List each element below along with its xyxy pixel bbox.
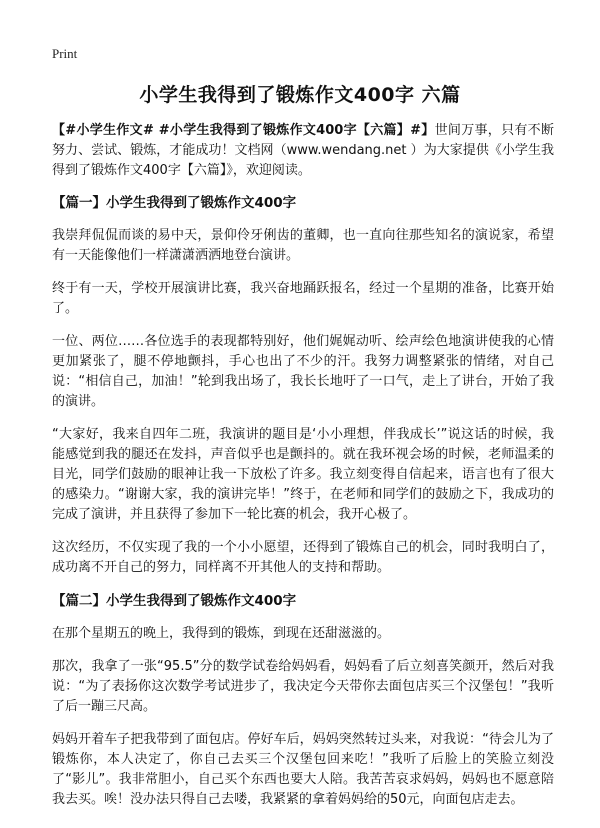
- page-title: 小学生我得到了锻炼作文400字 六篇: [139, 84, 461, 106]
- paragraph: 妈妈开着车子把我带到了面包店。停好车后，妈妈突然转过头来，对我说：“待会儿为了锻炼你，本人决定了，你自己去买三个汉堡包回来吃！”我听了后脸上的笑脸立刻没了“影儿”。我非常胆小，自己买个东西也要大人陪。我苦苦哀求妈妈，妈妈也不愿意陪我去买。唉！没办法只得自己去喽，我紧紧的拿着妈妈给的50元，向面包店走去。: [52, 732, 554, 807]
- intro-tags: 【#小学生作文# #小学生我得到了锻炼作文400字【六篇】#】: [52, 123, 435, 138]
- print-label: Print: [52, 46, 78, 61]
- paragraph: 在那个星期五的晚上，我得到的锻炼，到现在还甜滋滋的。: [52, 626, 391, 641]
- section-heading: 【篇一】小学生我得到了锻炼作文400字: [52, 195, 297, 211]
- intro-paragraph: [52, 121, 554, 181]
- paragraph: 终于有一天，学校开展演讲比赛，我兴奋地踊跃报名，经过一个星期的准备，比赛开始了。: [52, 281, 554, 316]
- paragraph: 我崇拜侃侃而谈的易中天，景仰伶牙俐齿的董卿，也一直向往那些知名的演说家，希望有一天能像他们一样潇潇洒洒地登台演讲。: [52, 228, 554, 263]
- section-heading: 【篇二】小学生我得到了锻炼作文400字: [52, 593, 297, 609]
- paragraph: “大家好，我来自四年二班，我演讲的题目是‘小小理想，伴我成长’”说这话的时候，我能感觉到我的腿还在发抖，声音似乎也是颤抖的。就在我环视会场的时候，老师温柔的目光，同学们鼓励的眼神让我一下放松了许多。我立刻变得自信起来，语言也有了很大的感染力。“谢谢大家，我的演讲完毕！”终于，在老师和同学们的鼓励之下，我成功的完成了演讲，并且获得了参加下一轮比赛的机会，我开心极了。: [52, 427, 554, 522]
- document-body: [52, 121, 554, 823]
- intro-text: 世间万事，只有不断努力、尝试、锻炼，才能成功！文档网（www.wendang.net ）为大家提供《小学生我得到了锻炼作文400字【六篇】》，欢迎阅读。: [52, 123, 554, 178]
- paragraph: 那次，我拿了一张“95.5”分的数学试卷给妈妈看，妈妈看了后立刻喜笑颜开，然后对我说：“为了表扬你这次数学考试进步了，我决定今天带你去面包店买三个汉堡包！”我听了后一蹦三尺高。: [52, 659, 554, 714]
- paragraph: 一位、两位……各位选手的表现都特别好，他们娓娓动听、绘声绘色地演讲使我的心情更加紧张了，腿不停地颤抖，手心也出了不少的汗。我努力调整紧张的情绪，对自己说：“相信自己，加油！”轮到我出场了，我长长地吁了一口气，走上了讲台，开始了我的演讲。: [52, 334, 554, 409]
- paragraph: 这次经历，不仅实现了我的一个小小愿望，还得到了锻炼自己的机会，同时我明白了，成功离不开自己的努力，同样离不开其他人的支持和帮助。: [52, 540, 554, 575]
